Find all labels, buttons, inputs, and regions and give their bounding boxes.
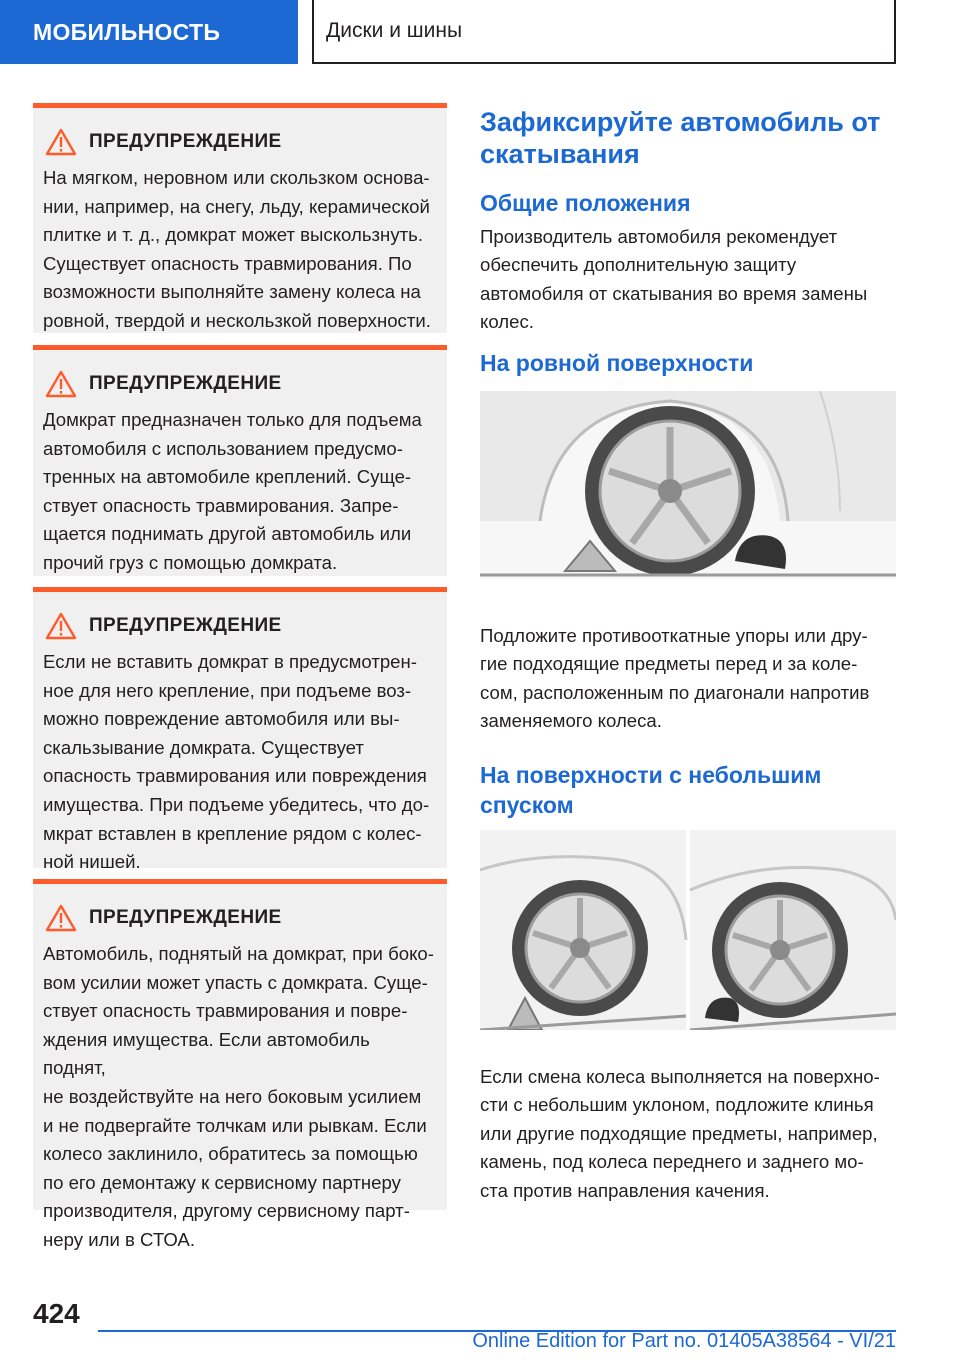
warning-text: Автомобиль, поднятый на домкрат, при боко- вом усилии может упасть с домкрата. Суще- ствует опасность травмирования и повре- ждения имущества. Если автомобиль поднят, не воздействуйте на него боковым усилием и не подвергайте толчкам или рывкам. Если колесо заклинило, обратитесь за помощью по его демонтажу к сервисному партнеру производителя, другому сервисному парт- неру или в СТОА. [43,943,434,1250]
warning-triangle-icon [45,612,77,640]
warning-text: На мягком, неровном или скользком основа- нии, например, на снегу, льду, керамической плитке и т. д., домкрат может выскользнуть. Существует опасность травмирования. По возможности выполняйте замену колеса на ровной, твердой и нескользкой поверхности. [43,167,431,331]
flat-surface-illustration [480,391,896,579]
warning-box-3 [33,587,447,873]
slope-illustration [480,830,896,1030]
section-tab: МОБИЛЬНОСТЬ [0,0,298,64]
slope-text: Если смена колеса выполняется на поверхно- сти с небольшим уклоном, подложите клинья или другие подходящие предметы, например, камень, под колеса переднего и заднего мо- ста против направления качения. [480,1066,880,1201]
warning-text: Домкрат предназначен только для подъема автомобиля с использованием предусмо- тренных на автомобиле креплений. Суще- ствует опасность травмирования. Запре- щается поднимать другой автомобиль или прочий груз с помощью домкрата. [43,409,422,573]
general-title: Общие положения [480,190,691,216]
flat-surface-title: На ровной поверхности [480,350,754,376]
warning-triangle-icon [45,128,77,156]
section-heading: Зафиксируйте автомобиль от скатывания [480,107,881,169]
flat-surface-text: Подложите противооткатные упоры или дру- гие подходящие предметы перед и за коле- сом, расположенным по диагонали напротив заменяемого колеса. [480,625,870,732]
warning-text: Если не вставить домкрат в предусмотрен- ное для него крепление, при подъеме воз- можно повреждение автомобиля или вы- скальзывание домкрата. Существует опасность травмирования или повреждения имущества. При подъеме убедитесь, что до- мкрат вставлен в крепление рядом с колес- ной нишей. [43,651,430,873]
footer-edition: Online Edition for Part no. 01405A38564 - VI/21 [472,1330,896,1352]
warning-title: ПРЕДУПРЕЖДЕНИЕ [89,907,282,928]
general-text: Производитель автомобиля рекомендует обеспечить дополнительную защиту автомобиля от скатывания во время замены колес. [480,226,868,333]
slope-title: На поверхности с небольшим спуском [480,762,822,818]
warning-box-4 [33,879,447,1250]
warning-triangle-icon [45,370,77,398]
warning-box-2 [33,345,447,576]
warning-title: ПРЕДУПРЕЖДЕНИЕ [89,373,282,394]
page-number: 424 [33,1298,80,1329]
warning-box-1 [33,103,447,333]
warning-title: ПРЕДУПРЕЖДЕНИЕ [89,615,282,636]
warning-triangle-icon [45,904,77,932]
warning-title: ПРЕДУПРЕЖДЕНИЕ [89,131,282,152]
chapter-tab: Диски и шины [312,0,896,64]
